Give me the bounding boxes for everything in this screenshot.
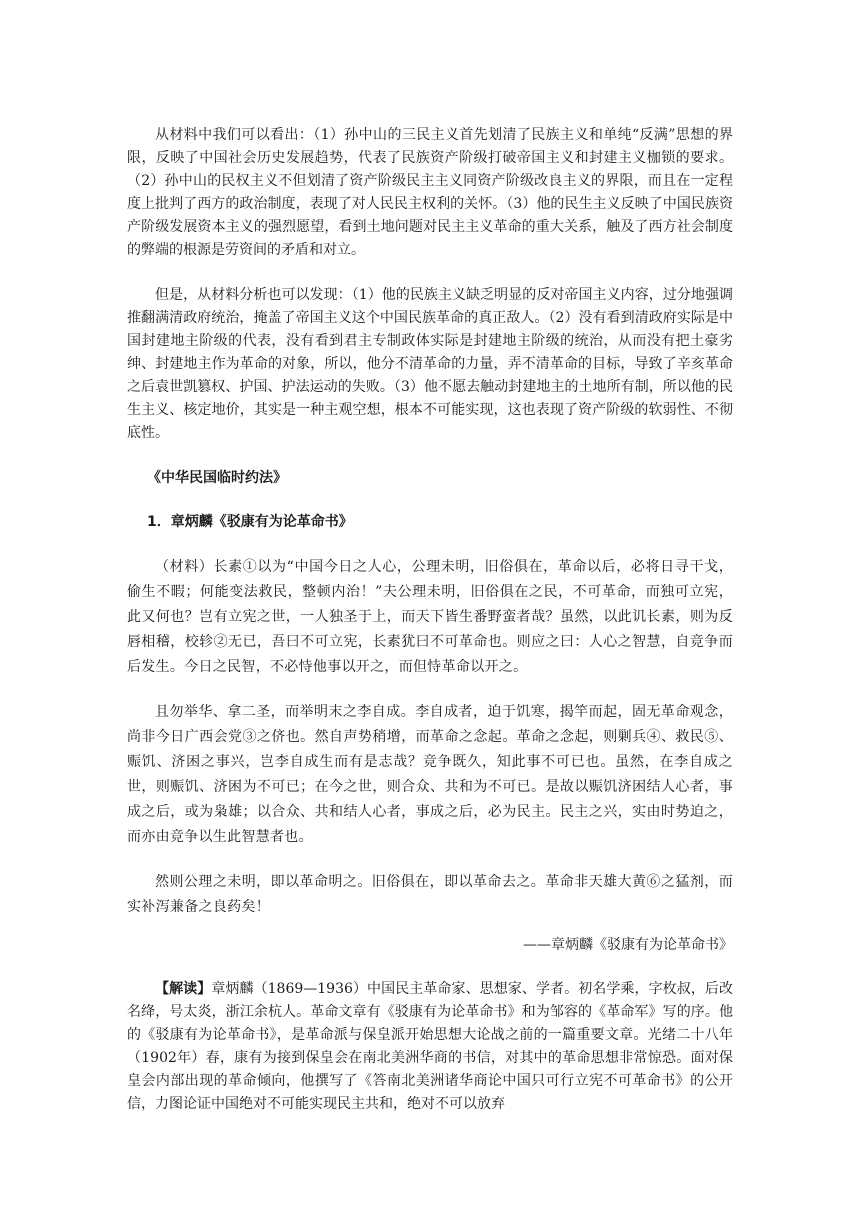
quote-paragraph-3: 然则公理之未明，即以革命明之。旧俗俱在，即以革命去之。革命非天雄大黄⑥之猛剂，而实补泻兼备之良药矣！ xyxy=(127,874,733,915)
quote-attribution: ——章炳麟《驳康有为论革命书》 xyxy=(523,937,733,953)
quote-paragraph-1: （材料）长素①以为“中国今日之人心，公理未明，旧俗俱在，革命以后，必将日寻干戈，偷生不暇；何能变法救民，整顿内治！”夫公理未明，旧俗俱在之民，不可革命，而独可立宪，此又何也？岂有立宪之世，一人独圣于上，而天下皆生番野蛮者哉？虽然，以此讥长素，则为反唇相稽，校轸②无已，吾曰不可立宪，长素犹曰不可革命也。则应之曰：人心之智慧，自竞争而后发生。今日之民智，不必恃他事以开之，而但恃革命以开之。 xyxy=(127,559,733,675)
interpretation-label: 【解读】 xyxy=(155,981,212,997)
interpretation-paragraph xyxy=(127,978,733,1116)
quote-paragraph-2: 且勿举华、拿二圣，而举明末之李自成。李自成者，迫于饥寒，揭竿而起，固无革命观念，尚非今日广西会党③之侪也。然自声势稍增，而革命之念起。革命之念起，则剿兵④、救民⑤、赈饥、济困之事兴，岂李自成生而有是志哉？竞争既久，知此事不可已也。虽然，在李自成之世，则赈饥、济困为不可已；在今之世，则合众、共和为不可已。是故以赈饥济困结人心者，事成之后，或为枭雄；以合众、共和结人心者，事成之后，必为民主。民主之兴，实由时势迫之，而亦由竞争以生此智慧者也。 xyxy=(127,704,733,845)
section-heading: 《中华民国临时约法》 xyxy=(147,470,287,486)
analysis-paragraph-2: 但是，从材料分析也可以发现：（1）他的民族主义缺乏明显的反对帝国主义内容，过分地强调推翻满清政府统治，掩盖了帝国主义这个中国民族革命的真正敌人。（2）没有看到清政府实际是中国封建地主阶级的代表，没有看到君主专制政体实际是封建地主阶级的统治，从而没有把土豪劣绅、封建地主作为革命的对象，所以，他分不清革命的力量，弄不清革命的目标，导致了辛亥革命之后袁世凯篡权、护国、护法运动的失败。（3）他不愿去触动封建地主的土地所有制，所以他的民生主义、核定地价，其实是一种主观空想，根本不可能实现，这也表现了资产阶级的软弱性、不彻底性。 xyxy=(127,287,733,441)
interpretation-text: 章炳麟（1869—1936）中国民主革命家、思想家、学者。初名学乘，字枚叔，后改名绛，号太炎，浙江余杭人。革命文章有《驳康有为论革命书》和为邹容的《革命军》写的序。他的《驳康有为论革命书》，是革命派与保皇派开始思想大论战之前的一篇重要文章。光绪二十八年（1902年）春，康有为接到保皇会在南北美洲华商的书信，对其中的革命思想非常惊恐。面对保皇会内部出现的革命倾向，他撰写了《答南北美洲诸华商论中国只可行立宪不可革命书》的公开信，力图论证中国绝对不可能实现民主共和，绝对不可以放弃 xyxy=(127,981,733,1112)
subsection-heading: 1．章炳麟《驳康有为论革命书》 xyxy=(147,514,353,530)
document-content xyxy=(127,124,733,1116)
analysis-paragraph-1: 从材料中我们可以看出：（1）孙中山的三民主义首先划清了民族主义和单纯“反满”思想的界限，反映了中国社会历史发展趋势，代表了民族资产阶级打破帝国主义和封建主义枷锁的要求。（2）孙中山的民权主义不但划清了资产阶级民主主义同资产阶级改良主义的界限，而且在一定程度上批判了西方的政治制度，表现了对人民民主权利的关怀。（3）他的民生主义反映了中国民族资产阶级发展资本主义的强烈愿望，看到土地问题对民主主义革命的重大关系，触及了西方社会制度的弊端的根源是劳资间的矛盾和对立。 xyxy=(127,127,733,258)
